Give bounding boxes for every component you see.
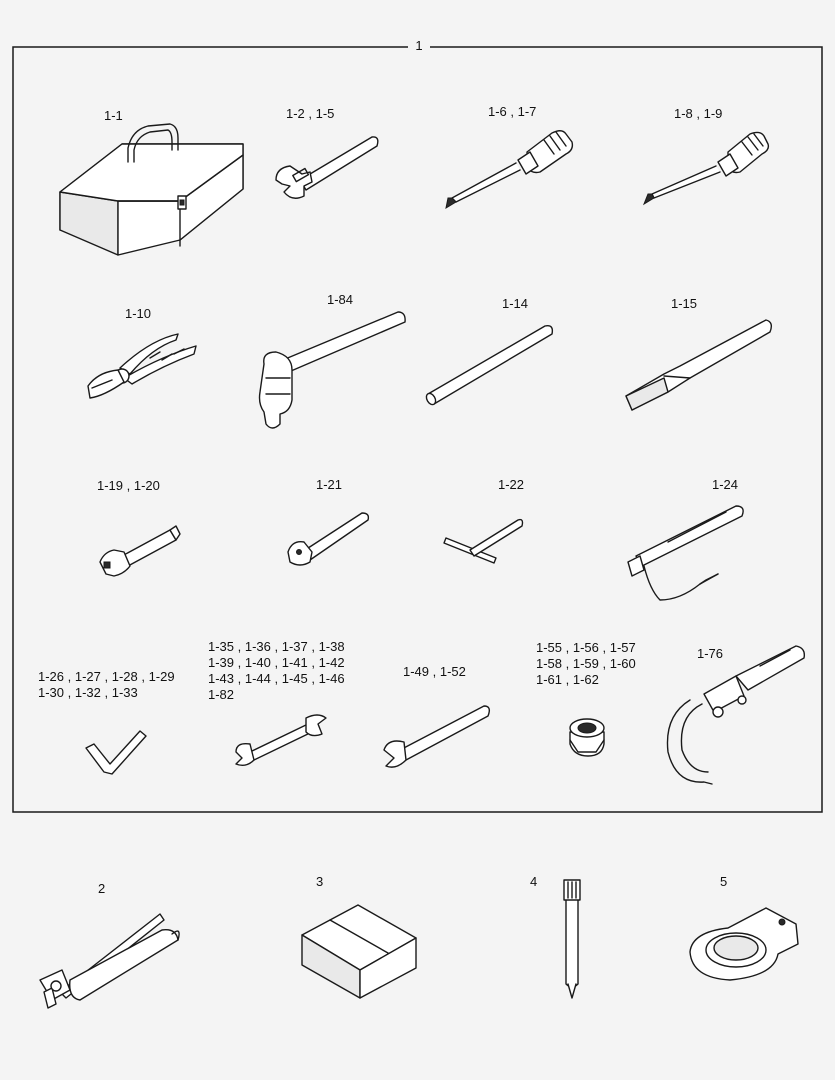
long-socket-bar-drawing [564,880,580,998]
label-long-socket-bar: 4 [530,874,538,889]
label-double-open-wrench-line: 1-39 , 1-40 , 1-41 , 1-42 [208,655,345,670]
hex-key-drawing [86,731,146,774]
toolbox-drawing [60,124,243,255]
label-hex-key-line: 1-30 , 1-32 , 1-33 [38,685,138,700]
label-hex-key [38,669,175,701]
single-open-wrench-drawing [384,706,489,767]
adjustable-wrench-drawing [276,137,378,198]
strap-wrench-drawing [667,646,804,784]
label-strap-wrench: 1-76 [697,646,724,661]
flat-bar-drawing [626,320,771,410]
group-frame-label: 1 [408,38,430,53]
label-ring-adapter: 5 [720,874,728,889]
hammer-drawing [260,312,406,428]
label-phillips-screwdriver: 1-8 , 1-9 [674,106,723,121]
phillips-screwdriver-drawing [644,132,768,204]
label-toolbox: 1-1 [104,108,123,123]
ratchet-handle-drawing [288,513,368,565]
label-double-open-wrench [208,639,345,703]
label-socket-line: 1-58 , 1-59 , 1-60 [536,656,636,671]
label-extension-bar: 1-14 [502,296,529,311]
label-hammer: 1-84 [327,292,354,307]
label-t-handle: 1-22 [498,477,525,492]
label-ratchet-handle: 1-21 [316,477,343,492]
socket-extension-drawing [100,526,180,576]
label-single-open-wrench: 1-49 , 1-52 [403,664,466,679]
t-handle-drawing [444,520,523,563]
extension-bar-drawing [425,326,553,407]
label-flat-bar: 1-15 [671,296,698,311]
grease-gun-drawing [40,914,179,1008]
chain-wrench-drawing [628,506,743,600]
label-socket [536,640,636,688]
label-adjustable-wrench: 1-2 , 1-5 [286,106,335,121]
label-double-open-wrench-line: 1-82 [208,687,235,702]
label-pliers: 1-10 [125,306,152,321]
box-drawing [302,905,416,998]
label-double-open-wrench-line: 1-35 , 1-36 , 1-37 , 1-38 [208,639,345,654]
socket-drawing [570,719,604,756]
label-grease-gun: 2 [98,881,106,896]
label-socket-line: 1-61 , 1-62 [536,672,599,687]
label-box: 3 [316,874,324,889]
flat-screwdriver-drawing [446,131,572,208]
label-flat-screwdriver: 1-6 , 1-7 [488,104,537,119]
label-socket-line: 1-55 , 1-56 , 1-57 [536,640,636,655]
label-chain-wrench: 1-24 [712,477,739,492]
double-open-wrench-drawing [236,715,326,765]
ring-adapter-drawing [690,908,798,980]
pliers-drawing [88,334,196,398]
label-hex-key-line: 1-26 , 1-27 , 1-28 , 1-29 [38,669,175,684]
label-double-open-wrench-line: 1-43 , 1-44 , 1-45 , 1-46 [208,671,345,686]
label-socket-extension: 1-19 , 1-20 [97,478,160,493]
